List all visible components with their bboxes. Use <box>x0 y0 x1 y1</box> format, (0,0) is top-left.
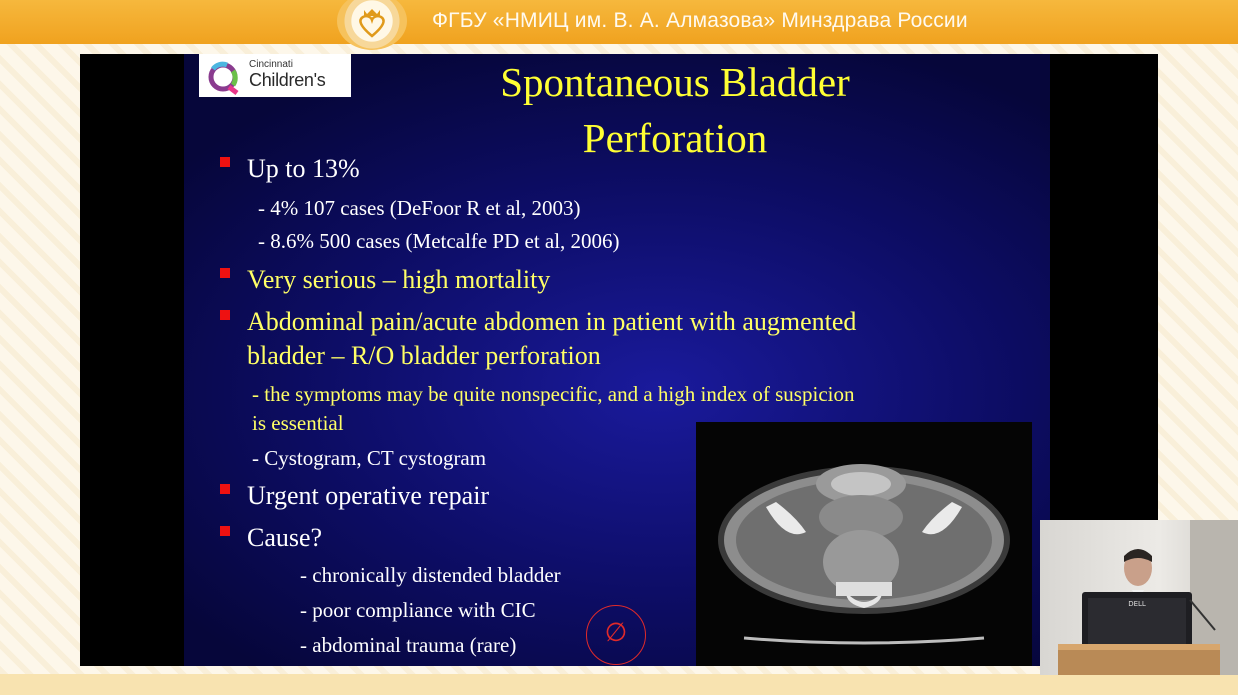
bullet-marker <box>220 484 230 494</box>
laser-pointer-symbol: ∅ <box>604 618 628 648</box>
cause-item: - chronically distended bladder <box>300 563 561 587</box>
cincinnati-childrens-logo-icon <box>207 59 247 95</box>
laser-pointer-icon <box>586 605 646 665</box>
sub-item: - 8.6% 500 cases (Metcalfe PD et al, 2006) <box>258 229 620 253</box>
ct-scan-pelvis-image <box>696 422 1032 666</box>
bullet-text: Very serious – high mortality <box>247 265 551 294</box>
bullet-text: Cause? <box>247 523 323 552</box>
logo-small-text: Cincinnati <box>249 59 293 70</box>
slide-title <box>420 54 930 166</box>
sub-item: - the symptoms may be quite nonspecific, and a high index of suspicion <box>252 382 855 406</box>
bullet-text-continued: bladder – R/O bladder perforation <box>247 341 601 370</box>
cincinnati-childrens-logo <box>199 54 351 97</box>
bullet-marker <box>220 310 230 320</box>
presenter-webcam-video <box>1040 520 1238 675</box>
svg-text:DELL: DELL <box>1128 600 1146 608</box>
footer-bar <box>0 674 1238 695</box>
header-title: ФГБУ «НМИЦ им. В. А. Алмазова» Минздрава России <box>432 9 968 32</box>
cause-item: - poor compliance with CIC <box>300 598 536 622</box>
heart-crown-emblem-icon <box>337 0 407 50</box>
bullet-text: Urgent operative repair <box>247 481 490 510</box>
cause-item: - abdominal trauma (rare) <box>300 633 517 657</box>
logo-big-text: Children's <box>249 70 326 90</box>
sub-item: - 4% 107 cases (DeFoor R et al, 2003) <box>258 196 581 220</box>
sub-item: is essential <box>252 411 344 435</box>
slide-title-line1: Spontaneous Bladder <box>500 59 850 105</box>
bullet-marker <box>220 157 230 167</box>
bullet-text: Up to 13% <box>247 154 360 183</box>
sub-item: - Cystogram, CT cystogram <box>252 446 487 470</box>
slide-title-line2: Perforation <box>582 115 768 161</box>
bullet-marker <box>220 268 230 278</box>
header-bar <box>0 0 1238 44</box>
bullet-marker <box>220 526 230 536</box>
bullet-text: Abdominal pain/acute abdomen in patient with augmented <box>247 307 857 336</box>
